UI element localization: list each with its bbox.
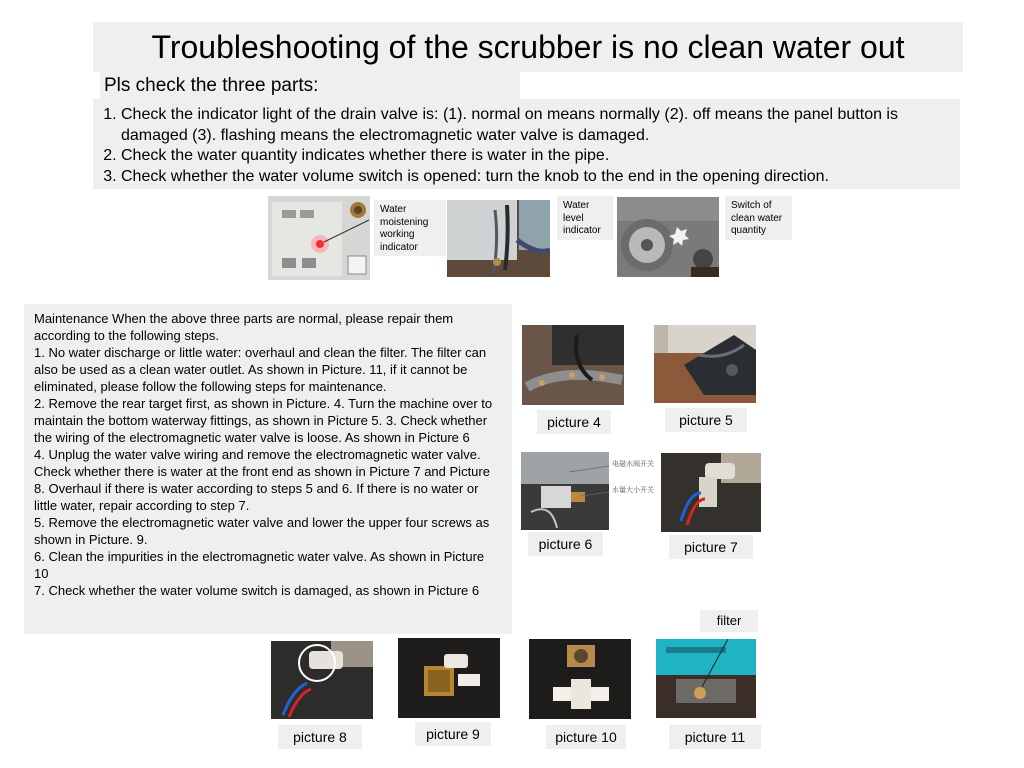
picture-8-caption: picture 8 <box>278 725 362 749</box>
check-item: 3. Check whether the water volume switch is opened: turn the knob to the end in the opening direction. <box>121 167 952 188</box>
filter-label: filter <box>700 610 758 632</box>
picture-6-annotation: 水量大小开关 <box>612 487 654 494</box>
maintenance-step: 7. Check whether the water volume switch is damaged, as shown in Picture 6 <box>34 583 480 598</box>
picture-8-photo <box>271 641 373 719</box>
check-list <box>93 99 960 189</box>
maintenance-step: 1. No water discharge or little water: overhaul and clean the filter. The filter can also be used as a clean water outlet. As shown in Picture. 11, if it cannot be eliminated, please follow the following steps for maintenance. <box>34 345 487 394</box>
maintenance-step: 6. Clean the impurities in the electromagnetic water valve. As shown in Picture 10 <box>34 549 485 581</box>
water-switch-photo <box>617 197 719 277</box>
maintenance-step: 4. Unplug the water valve wiring and remove the electromagnetic water valve. Check whether there is water at the front end as shown in Picture 7 and Picture 8. Overhaul if there is water according to steps 5 and 6. If there is no water or little water, repair according to step 7. <box>34 447 490 513</box>
picture-6-annotation: 电磁水阀开关 <box>612 461 654 468</box>
picture-6-photo <box>521 452 609 530</box>
picture-5-photo <box>654 325 756 403</box>
indicator-panel-photo <box>268 196 370 280</box>
page-title: Troubleshooting of the scrubber is no clean water out <box>93 22 963 72</box>
picture-10-caption: picture 10 <box>546 725 626 749</box>
maintenance-intro: Maintenance When the above three parts are normal, please repair them according to the following steps. <box>34 311 454 343</box>
maintenance-step: 5. Remove the electromagnetic water valve and lower the upper four screws as shown in Picture. 9. <box>34 515 490 547</box>
picture-11-caption: picture 11 <box>669 725 761 749</box>
indicator-label: Water moistening working indicator <box>374 200 446 256</box>
picture-11-photo <box>656 639 756 718</box>
picture-9-caption: picture 9 <box>415 722 491 746</box>
picture-4-caption: picture 4 <box>537 410 611 434</box>
picture-7-photo <box>661 453 761 532</box>
picture-5-caption: picture 5 <box>665 408 747 432</box>
picture-7-caption: picture 7 <box>669 535 753 559</box>
section-subtitle: Pls check the three parts: <box>100 72 520 100</box>
maintenance-step: 2. Remove the rear target first, as shown in Picture. 4. Turn the machine over to maintain the bottom waterway fittings, as shown in Picture 5. 3. Check whether the wiring of the electromagnetic water valve is loose. As shown in Picture 6 <box>34 396 493 445</box>
water-switch-label: Switch of clean water quantity <box>725 196 792 240</box>
picture-9-photo <box>398 638 500 718</box>
picture-10-photo <box>529 639 631 719</box>
check-item: 1. Check the indicator light of the drain valve is: (1). normal on means normally (2). off means the panel button is damaged (3). flashing means the electromagnetic water valve is damaged. <box>121 105 952 146</box>
water-level-label: Water level indicator <box>557 196 613 240</box>
check-item: 2. Check the water quantity indicates whether there is water in the pipe. <box>121 146 952 167</box>
picture-6-caption: picture 6 <box>528 532 603 556</box>
maintenance-steps <box>24 304 512 634</box>
picture-4-photo <box>522 325 624 405</box>
water-level-photo <box>447 200 550 277</box>
